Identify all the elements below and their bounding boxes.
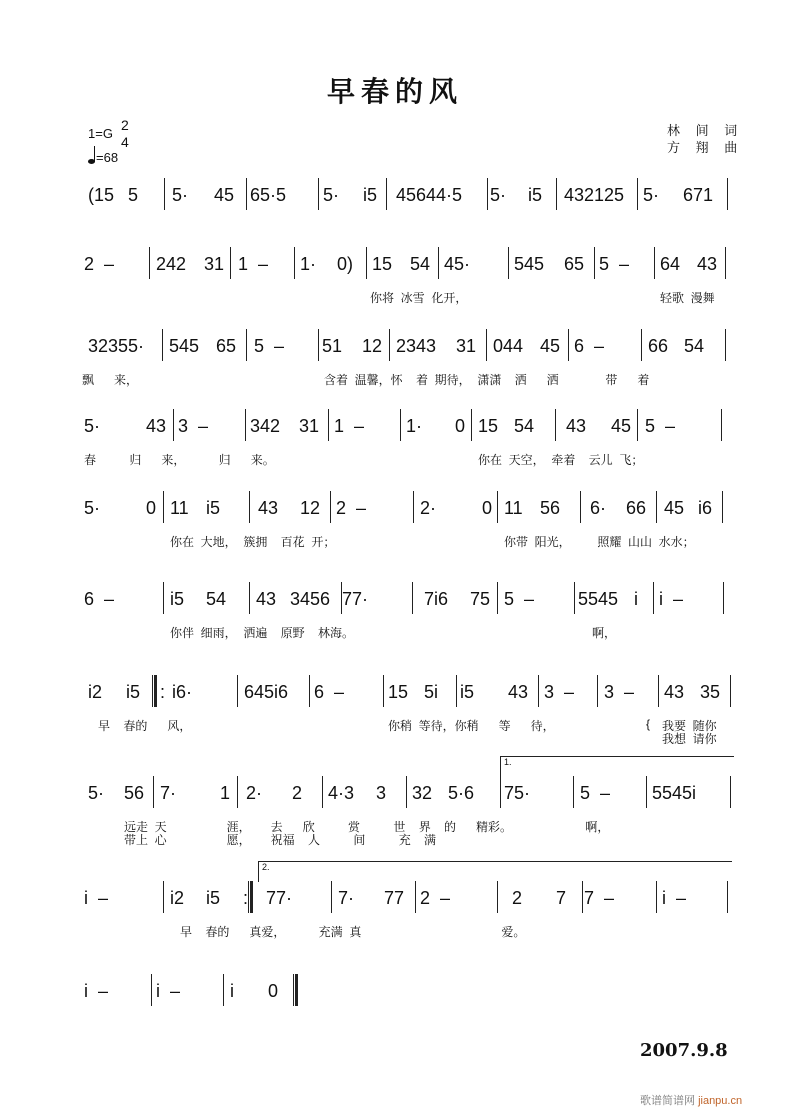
note-group: 545 <box>514 254 545 274</box>
barline <box>249 491 250 523</box>
barline <box>294 247 295 279</box>
note-group: 5 – <box>254 336 285 356</box>
note-group: 45 <box>664 498 685 518</box>
note-group: 3 – <box>604 682 635 702</box>
barline <box>322 776 323 808</box>
note-group: 0 <box>268 981 279 1001</box>
barline <box>163 491 164 523</box>
quarter-note-icon <box>88 159 95 164</box>
lyric-line: 你伴 细雨， 洒遍 原野 林海。 <box>170 626 355 640</box>
note-group: 5·6 <box>448 783 475 803</box>
note-group: 5545 <box>578 589 619 609</box>
note-group: 43 <box>146 416 167 436</box>
note-group: 56 <box>124 783 145 803</box>
barline <box>656 491 657 523</box>
barline <box>597 675 598 707</box>
lyric-line: 春 归 来， 归 来。 <box>84 453 275 467</box>
barline <box>383 675 384 707</box>
lyric-line: 啊， <box>592 626 617 640</box>
note-group: i5 <box>528 185 543 205</box>
barline <box>486 329 487 361</box>
barline <box>386 178 387 210</box>
note-group: 65 <box>564 254 585 274</box>
note-group: i5 <box>170 589 185 609</box>
barline <box>249 582 250 614</box>
note-group: 32 <box>412 783 433 803</box>
date-stamp: 2007.9.8 <box>640 1040 728 1061</box>
barline <box>328 409 329 441</box>
note-group: 54 <box>206 589 227 609</box>
barline <box>637 409 638 441</box>
note-group: 545 <box>169 336 200 356</box>
note-group: (15 <box>88 185 115 205</box>
barline <box>574 582 575 614</box>
barline <box>412 582 413 614</box>
note-group: 5· <box>84 416 101 436</box>
note-group: 1· <box>300 254 317 274</box>
barline <box>500 776 501 808</box>
barline <box>641 329 642 361</box>
lyric-line: 你带 阳光， 照耀 山山 水水； <box>504 535 695 549</box>
note-group: 7 – <box>584 888 615 908</box>
barline <box>725 247 726 279</box>
note-group: i – <box>84 981 109 1001</box>
note-group: 43 <box>566 416 587 436</box>
barline <box>149 247 150 279</box>
note-group: 11 <box>504 498 523 518</box>
lyric-line: 飘 来， <box>82 373 139 387</box>
barline <box>162 329 163 361</box>
time-signature <box>121 117 129 151</box>
second-ending-bracket: 2. <box>258 861 732 882</box>
barline <box>456 675 457 707</box>
barline <box>721 409 722 441</box>
note-group: 2343 <box>396 336 437 356</box>
barline <box>330 491 331 523</box>
note-group: 77· <box>266 888 293 908</box>
note-group: 342 <box>250 416 281 436</box>
barline <box>415 881 416 913</box>
barline <box>582 881 583 913</box>
note-group: 54 <box>684 336 705 356</box>
barline <box>413 491 414 523</box>
note-group: 432125 <box>564 185 625 205</box>
barline <box>730 675 731 707</box>
barline <box>438 247 439 279</box>
tempo-value: =68 <box>96 150 119 165</box>
barline <box>151 974 152 1006</box>
note-group: i5 <box>206 498 221 518</box>
notation-row <box>0 980 790 1020</box>
note-group: 3 – <box>544 682 575 702</box>
barline <box>400 409 401 441</box>
note-group: 15 <box>372 254 393 274</box>
note-group: 31 <box>204 254 225 274</box>
note-group: 54 <box>410 254 431 274</box>
note-group: i6· <box>172 682 193 702</box>
lyric-line: 你将 冰雪 化开， <box>370 291 468 305</box>
note-group: 5 <box>128 185 139 205</box>
lyric-line: { <box>646 717 651 731</box>
note-group: 12 <box>362 336 383 356</box>
note-group: 0 <box>482 498 493 518</box>
barline <box>153 776 154 808</box>
credits <box>667 122 743 156</box>
note-group: 1 <box>220 783 231 803</box>
barline <box>497 582 498 614</box>
note-group: 7· <box>160 783 177 803</box>
notation-row <box>0 335 790 387</box>
note-group: 65·5 <box>250 185 287 205</box>
note-group: 32355· <box>88 336 145 356</box>
note-group: i5 <box>460 682 475 702</box>
note-group: : <box>243 888 249 908</box>
first-ending-bracket: 1. <box>500 756 734 777</box>
key-signature: 1=G <box>88 126 113 141</box>
note-group: 1 – <box>238 254 269 274</box>
note-group: 2 <box>512 888 523 908</box>
note-group: 0) <box>337 254 354 274</box>
note-group: 77· <box>342 589 369 609</box>
lyric-line: 我要 随你 <box>662 719 717 733</box>
lyricist-credit: 林 间 词 <box>667 123 744 138</box>
barline <box>309 675 310 707</box>
lyric-line: 远走 天 涯， 去 欣 赏 世 界 的 精彩。 啊， <box>124 820 610 834</box>
note-group: 671 <box>683 185 714 205</box>
watermark-domain: jianpu.cn <box>698 1095 743 1107</box>
note-group: 64 <box>660 254 681 274</box>
note-group: i <box>634 589 638 609</box>
note-group: 5545i <box>652 783 697 803</box>
note-group: 1· <box>406 416 423 436</box>
note-group: 5· <box>490 185 507 205</box>
lyric-line: 带上 心 愿， 祝福 人 间 充 满 <box>124 833 437 847</box>
note-group: 56 <box>540 498 561 518</box>
barline <box>237 776 238 808</box>
notation-row <box>0 415 790 467</box>
note-group: i – <box>156 981 181 1001</box>
note-group: 51 <box>322 336 343 356</box>
note-group: 7 <box>556 888 567 908</box>
note-group: 43 <box>664 682 685 702</box>
note-group: 5i <box>424 682 439 702</box>
barline <box>163 881 164 913</box>
note-group: 35 <box>700 682 721 702</box>
note-group: 66 <box>626 498 647 518</box>
lyric-line: 含着 温馨，怀 着 期待， 潇潇 洒 洒 带 着 <box>324 373 650 387</box>
note-group: : <box>160 682 166 702</box>
note-group: 45· <box>444 254 471 274</box>
barline <box>555 409 556 441</box>
note-group: 75· <box>504 783 531 803</box>
note-group: 5· <box>84 498 101 518</box>
note-group: 43 <box>697 254 718 274</box>
barline <box>173 409 174 441</box>
note-group: 43 <box>508 682 529 702</box>
note-group: 6 – <box>314 682 345 702</box>
note-group: 5 – <box>580 783 611 803</box>
barline <box>573 776 574 808</box>
note-group: 7· <box>338 888 355 908</box>
note-group: 43 <box>258 498 279 518</box>
note-group: 5 – <box>504 589 535 609</box>
barline <box>406 776 407 808</box>
note-group: 45 <box>214 185 235 205</box>
watermark <box>640 1092 742 1108</box>
barline <box>389 329 390 361</box>
barline <box>646 776 647 808</box>
barline <box>568 329 569 361</box>
note-group: 242 <box>156 254 187 274</box>
lyric-line: 轻歌 漫舞 <box>660 291 715 305</box>
note-group: 645i6 <box>244 682 289 702</box>
notation-row <box>0 757 790 847</box>
note-group: 3456 <box>290 589 331 609</box>
note-group: i – <box>662 888 687 908</box>
note-group: 54 <box>514 416 535 436</box>
note-group: 65 <box>216 336 237 356</box>
barline <box>245 409 246 441</box>
note-group: 2 – <box>336 498 367 518</box>
note-group: 6 – <box>84 589 115 609</box>
barline <box>723 582 724 614</box>
note-group: 45644·5 <box>396 185 463 205</box>
note-group: i5 <box>363 185 378 205</box>
barline <box>508 247 509 279</box>
note-group: i – <box>659 589 684 609</box>
barline <box>331 881 332 913</box>
notation-row <box>0 681 790 746</box>
composer-credit: 方 翔 曲 <box>667 140 744 155</box>
barline <box>163 582 164 614</box>
note-group: i6 <box>698 498 713 518</box>
barline <box>497 491 498 523</box>
note-group: 5· <box>323 185 340 205</box>
repeat-barline <box>152 675 157 707</box>
barline <box>471 409 472 441</box>
barline <box>318 329 319 361</box>
note-group: 5· <box>88 783 105 803</box>
barline <box>727 881 728 913</box>
note-group: 12 <box>300 498 321 518</box>
tempo-marking <box>88 150 118 165</box>
barline <box>318 178 319 210</box>
barline <box>246 178 247 210</box>
barline <box>538 675 539 707</box>
song-title: 早春的风 <box>326 75 463 108</box>
note-group: 43 <box>256 589 277 609</box>
barline <box>637 178 638 210</box>
barline <box>658 675 659 707</box>
note-group: 0 <box>146 498 157 518</box>
notation-row <box>0 588 790 640</box>
notation-row <box>0 253 790 305</box>
note-group: 3 <box>376 783 387 803</box>
note-group: 75 <box>470 589 491 609</box>
note-group: 2 – <box>420 888 451 908</box>
barline <box>556 178 557 210</box>
note-group: i5 <box>206 888 221 908</box>
note-group: 2 <box>292 783 303 803</box>
barline <box>580 491 581 523</box>
note-group: 6· <box>590 498 607 518</box>
watermark-text: 歌谱简谱网 <box>640 1095 695 1107</box>
note-group: 66 <box>648 336 669 356</box>
repeat-barline <box>293 974 298 1006</box>
note-group: i2 <box>88 682 103 702</box>
note-group: i5 <box>126 682 141 702</box>
barline <box>594 247 595 279</box>
barline <box>487 178 488 210</box>
note-group: 15 <box>388 682 409 702</box>
barline <box>223 974 224 1006</box>
lyric-line: 我想 请你 <box>662 732 717 746</box>
note-group: 3 – <box>178 416 209 436</box>
note-group: 4·3 <box>328 783 355 803</box>
note-group: 1 – <box>334 416 365 436</box>
barline <box>164 178 165 210</box>
note-group: 31 <box>456 336 477 356</box>
note-group: 5· <box>643 185 660 205</box>
barline <box>730 776 731 808</box>
barline <box>653 582 654 614</box>
note-group: 2 – <box>84 254 115 274</box>
barline <box>722 491 723 523</box>
barline <box>725 329 726 361</box>
note-group: 0 <box>455 416 466 436</box>
barline <box>230 247 231 279</box>
time-signature-top: 2 <box>121 117 129 133</box>
note-group: i – <box>84 888 109 908</box>
barline <box>237 675 238 707</box>
note-group: 77 <box>384 888 405 908</box>
note-group: 2· <box>246 783 263 803</box>
note-group: 5· <box>172 185 189 205</box>
lyric-line: 早 春的 真爱， 充满 真 爱。 <box>180 925 526 939</box>
note-group: 45 <box>540 336 561 356</box>
barline <box>366 247 367 279</box>
note-group: 7i6 <box>424 589 449 609</box>
note-group: i <box>230 981 234 1001</box>
barline <box>246 329 247 361</box>
barline <box>654 247 655 279</box>
note-group: 2· <box>420 498 437 518</box>
note-group: 044 <box>493 336 524 356</box>
note-group: 6 – <box>574 336 605 356</box>
time-signature-bottom: 4 <box>121 134 129 150</box>
notation-row <box>0 862 790 939</box>
repeat-barline <box>248 881 253 913</box>
note-group: 31 <box>299 416 320 436</box>
lyric-line: 早 春的 风， <box>98 719 192 733</box>
note-group: i2 <box>170 888 185 908</box>
note-group: 45 <box>611 416 632 436</box>
note-group: 11 <box>170 498 189 518</box>
barline <box>341 582 342 614</box>
notation-row <box>0 497 790 549</box>
barline <box>656 881 657 913</box>
lyric-line: 你在 大地， 簇拥 百花 开； <box>170 535 336 549</box>
note-group: 15 <box>478 416 499 436</box>
note-group: 5 – <box>645 416 676 436</box>
lyric-line: 你在 天空， 牵着 云儿 飞； <box>478 453 644 467</box>
note-group: 5 – <box>599 254 630 274</box>
lyric-line: 你稍 等待，你稍 等 待， <box>388 719 555 733</box>
notation-row <box>0 184 790 224</box>
barline <box>497 881 498 913</box>
barline <box>727 178 728 210</box>
